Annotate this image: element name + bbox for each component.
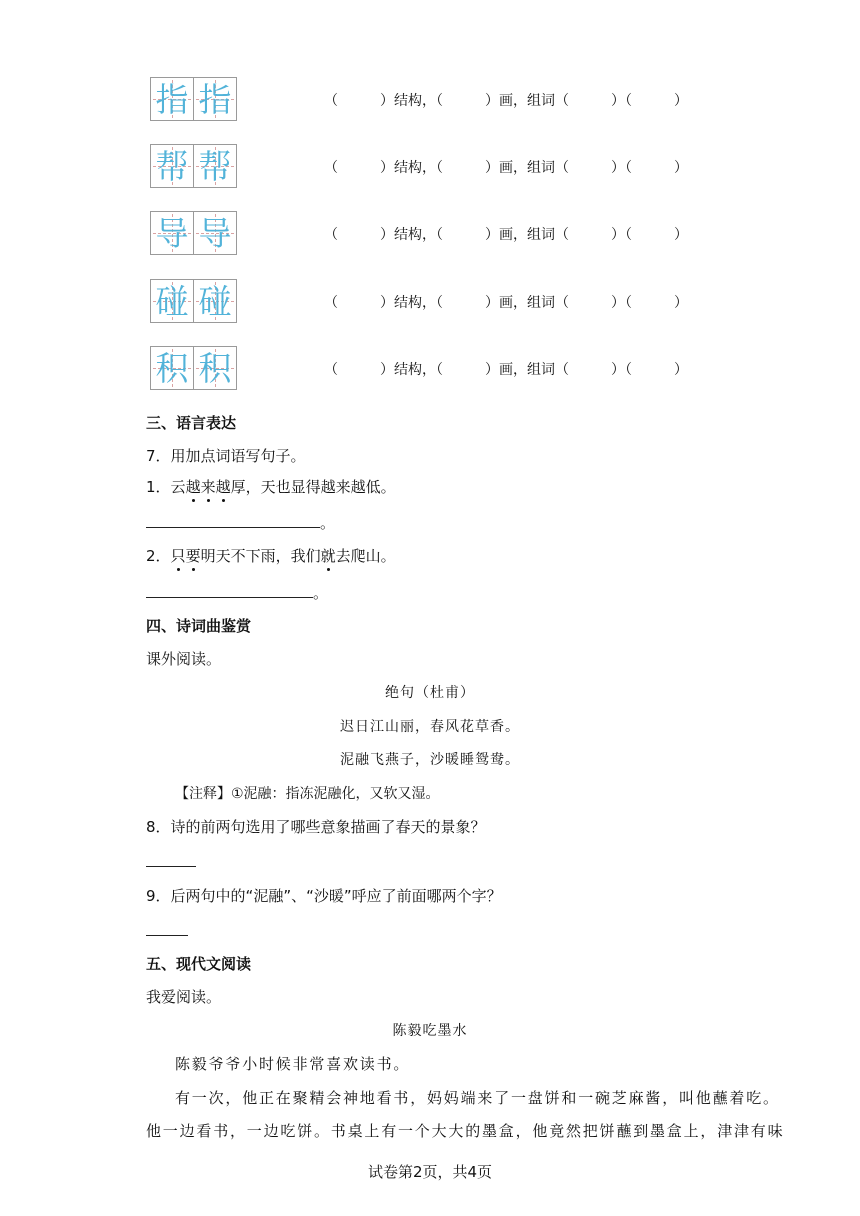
char-row-3 bbox=[0, 211, 860, 255]
char-glyph: 导 bbox=[198, 213, 232, 253]
section-heading-5: 五、现代文阅读 bbox=[146, 955, 252, 973]
page-footer: 试卷第2页，共4页 bbox=[367, 1163, 493, 1181]
fill-blank-line: （ ）结构，（ ）画，组词（ ）（ ） bbox=[324, 227, 688, 243]
char-glyph: 积 bbox=[198, 348, 232, 388]
reading-intro: 课外阅读。 bbox=[146, 650, 222, 668]
char-row-1 bbox=[0, 77, 860, 121]
tianzige-pair bbox=[150, 77, 238, 121]
tianzige-pair bbox=[150, 211, 238, 255]
dotted-char: 越 bbox=[185, 478, 201, 496]
fill-blank-line: （ ）结构，（ ）画，组词（ ）（ ） bbox=[324, 362, 688, 378]
dotted-char: 只 bbox=[170, 547, 186, 565]
fill-blank-line: （ ）结构，（ ）画，组词（ ）（ ） bbox=[324, 160, 688, 176]
article-title: 陈毅吃墨水 bbox=[392, 1023, 468, 1039]
section-heading-3: 三、语言表达 bbox=[146, 414, 237, 432]
answer-end-mark: 。 bbox=[320, 514, 336, 532]
sentence-text: 明天不下雨，我们 bbox=[200, 547, 321, 565]
tianzige-cell bbox=[150, 144, 194, 188]
question-8: 8．诗的前两句选用了哪些意象描画了春天的景象？ bbox=[146, 818, 486, 836]
char-row-4 bbox=[0, 279, 860, 323]
dotted-char: 要 bbox=[185, 547, 201, 565]
tianzige-cell bbox=[193, 346, 237, 390]
tianzige-cell bbox=[150, 346, 194, 390]
answer-line bbox=[146, 866, 196, 867]
char-glyph: 帮 bbox=[198, 146, 232, 186]
sentence-1 bbox=[146, 476, 396, 497]
dotted-char: 来 bbox=[200, 478, 216, 496]
char-glyph: 指 bbox=[155, 79, 189, 119]
poem-note: 【注释】①泥融：指冻泥融化，又软又湿。 bbox=[175, 786, 440, 802]
sentence-2 bbox=[146, 545, 396, 566]
dotted-char: 越 bbox=[215, 478, 231, 496]
question-7: 7．用加点词语写句子。 bbox=[146, 447, 306, 465]
tianzige-cell bbox=[193, 279, 237, 323]
section-heading-4: 四、诗词曲鉴赏 bbox=[146, 617, 252, 635]
sentence-text: 厚，天也显得越来越低。 bbox=[230, 478, 396, 496]
char-glyph: 碰 bbox=[155, 281, 189, 321]
char-glyph: 积 bbox=[155, 348, 189, 388]
tianzige-cell bbox=[193, 77, 237, 121]
char-glyph: 帮 bbox=[155, 146, 189, 186]
sentence-text: 去爬山。 bbox=[335, 547, 396, 565]
char-glyph: 碰 bbox=[198, 281, 232, 321]
tianzige-cell bbox=[193, 144, 237, 188]
poem-line: 泥融飞燕子，沙暖睡鸳鸯。 bbox=[340, 752, 520, 768]
char-glyph: 导 bbox=[155, 213, 189, 253]
sentence-number: 2． bbox=[146, 547, 171, 565]
fill-blank-line: （ ）结构，（ ）画，组词（ ）（ ） bbox=[324, 295, 688, 311]
answer-end-mark: 。 bbox=[313, 584, 329, 602]
dotted-char: 就 bbox=[320, 547, 336, 565]
answer-line bbox=[146, 597, 313, 598]
poem-title: 绝句（杜甫） bbox=[385, 685, 475, 701]
tianzige-cell bbox=[150, 77, 194, 121]
char-row-5 bbox=[0, 346, 860, 390]
reading-intro: 我爱阅读。 bbox=[146, 988, 222, 1006]
fill-blank-line: （ ）结构，（ ）画，组词（ ）（ ） bbox=[324, 93, 688, 109]
article-paragraph: 陈毅爷爷小时候非常喜欢读书。 bbox=[175, 1055, 411, 1073]
question-9: 9．后两句中的“泥融”、“沙暖”呼应了前面哪两个字？ bbox=[146, 887, 502, 905]
answer-line bbox=[146, 527, 320, 528]
tianzige-pair bbox=[150, 279, 238, 323]
char-glyph: 指 bbox=[198, 79, 232, 119]
char-row-2 bbox=[0, 144, 860, 188]
tianzige-pair bbox=[150, 144, 238, 188]
answer-line bbox=[146, 935, 188, 936]
article-paragraph: 有一次，他正在聚精会神地看书，妈妈端来了一盘饼和一碗芝麻酱，叫他蘸着吃。 bbox=[175, 1089, 780, 1107]
tianzige-cell bbox=[150, 279, 194, 323]
sentence-number: 1． bbox=[146, 478, 171, 496]
sentence-text: 云 bbox=[170, 478, 186, 496]
tianzige-pair bbox=[150, 346, 238, 390]
tianzige-cell bbox=[193, 211, 237, 255]
article-paragraph: 他一边看书，一边吃饼。书桌上有一个大大的墨盒，他竟然把饼蘸到墨盒上，津津有味 bbox=[146, 1122, 785, 1140]
tianzige-cell bbox=[150, 211, 194, 255]
poem-line: 迟日江山丽，春风花草香。 bbox=[340, 719, 520, 735]
